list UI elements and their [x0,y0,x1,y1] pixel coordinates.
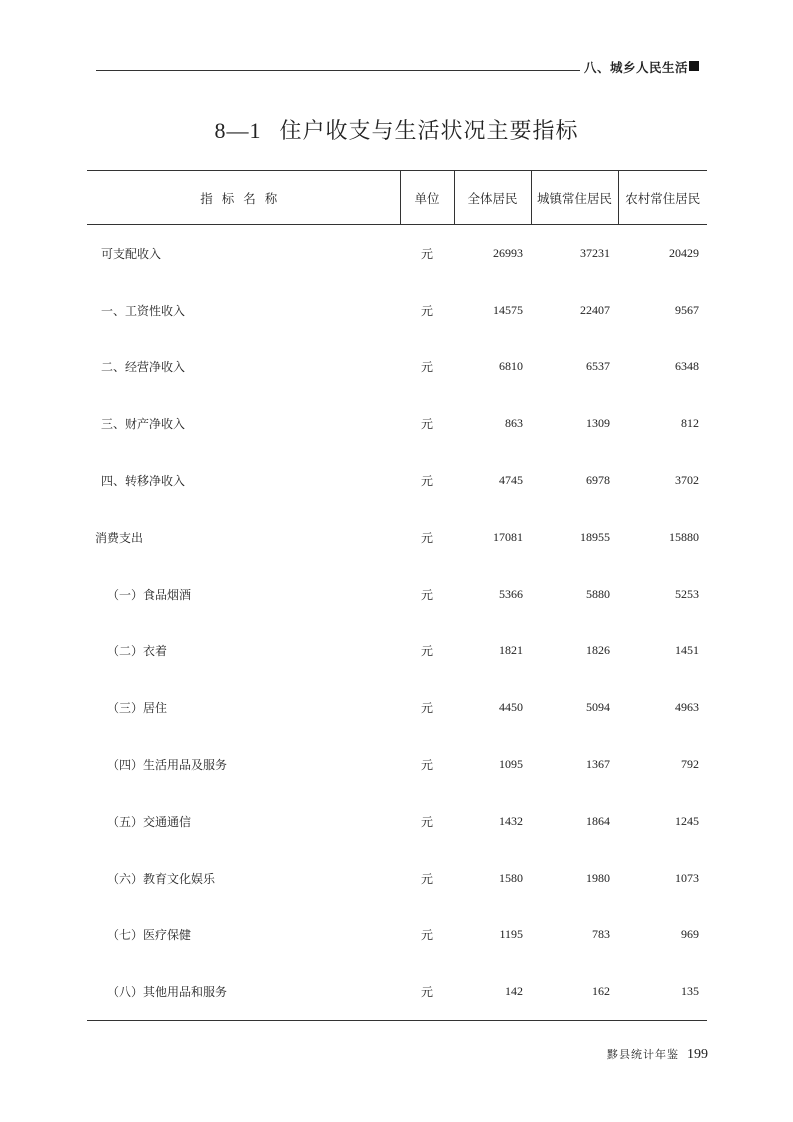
table-row [87,566,707,623]
header-indicator-name: 指标名称 [87,171,400,225]
all-residents-value: 26993 [493,245,523,260]
all-residents-value: 863 [505,416,523,431]
table-row [87,793,707,850]
unit-cell: 元 [420,758,433,773]
urban-residents-value: 6978 [586,473,610,488]
rural-residents-value: 1451 [675,643,699,658]
urban-residents-value: 783 [592,927,610,942]
rural-residents-value: 969 [681,927,699,942]
header-all-residents: 全体居民 [454,171,531,225]
table-row [87,850,707,907]
urban-residents-value: 1309 [586,416,610,431]
all-residents-value: 1580 [499,870,523,885]
urban-residents-value: 6537 [586,359,610,374]
table-row [87,452,707,509]
all-residents-value: 4745 [499,473,523,488]
rural-residents-value: 792 [681,757,699,772]
table-row [87,963,707,1020]
table-row [87,679,707,736]
indicator-name: 可支配收入 [101,246,162,261]
rural-residents-value: 135 [618,963,707,1020]
table-row [87,339,707,396]
table-row [87,907,707,964]
rural-residents-value: 6348 [675,359,699,374]
urban-residents-value: 1826 [586,643,610,658]
table-title-text: 住户收支与生活状况主要指标 [279,119,579,144]
urban-residents-value: 5094 [586,700,610,715]
indicator-name: 一、工资性收入 [101,303,186,318]
household-income-expenditure-table [87,170,707,1021]
indicator-name: （八）其他用品和服务 [87,963,400,1020]
chapter-heading: 八、城乡人民生活 [584,60,689,75]
all-residents-value: 142 [454,963,531,1020]
rural-residents-value: 1073 [675,870,699,885]
table-number: 8—1 [214,118,262,143]
all-residents-value: 6810 [499,359,523,374]
unit-cell: 元 [420,474,433,489]
unit-cell: 元 [400,963,454,1020]
table-row [87,623,707,680]
all-residents-value: 1432 [499,813,523,828]
urban-residents-value: 22407 [580,302,610,317]
table-title [0,114,793,145]
unit-cell: 元 [420,587,433,602]
table-row [87,225,707,282]
indicator-name: （三）居住 [107,701,168,716]
unit-cell: 元 [420,701,433,716]
all-residents-value: 4450 [499,700,523,715]
table-row [87,736,707,793]
unit-cell: 元 [420,360,433,375]
unit-cell: 元 [420,303,433,318]
urban-residents-value: 162 [531,963,618,1020]
rural-residents-value: 9567 [675,302,699,317]
page-footer [607,1046,708,1063]
indicator-name: 三、财产净收入 [101,417,186,432]
table-header-row [87,171,707,225]
unit-cell: 元 [420,644,433,659]
table-row [87,509,707,566]
page-number: 199 [687,1047,708,1062]
all-residents-value: 1195 [499,927,523,942]
urban-residents-value: 5880 [586,586,610,601]
unit-cell: 元 [420,814,433,829]
indicator-name: （六）教育文化娱乐 [107,871,216,886]
indicator-name: （四）生活用品及服务 [107,758,228,773]
unit-cell: 元 [420,530,433,545]
urban-residents-value: 1367 [586,757,610,772]
indicator-name: （七）医疗保健 [107,928,192,943]
all-residents-value: 1095 [499,757,523,772]
indicator-name: 四、转移净收入 [101,474,186,489]
header-urban-residents: 城镇常住居民 [531,171,618,225]
header-rule [96,70,580,71]
table-row [87,282,707,339]
all-residents-value: 1821 [499,643,523,658]
urban-residents-value: 1864 [586,813,610,828]
header-unit: 单位 [400,171,454,225]
rural-residents-value: 5253 [675,586,699,601]
rural-residents-value: 4963 [675,700,699,715]
all-residents-value: 14575 [493,302,523,317]
indicator-name: 消费支出 [95,530,144,545]
table-row [87,395,707,452]
indicator-name: 二、经营净收入 [101,360,186,375]
indicator-name: （二）衣着 [107,644,168,659]
unit-cell: 元 [420,928,433,943]
all-residents-value: 5366 [499,586,523,601]
header-rural-residents: 农村常住居民 [618,171,707,225]
rural-residents-value: 3702 [675,473,699,488]
unit-cell: 元 [420,417,433,432]
unit-cell: 元 [420,871,433,886]
rural-residents-value: 812 [681,416,699,431]
urban-residents-value: 18955 [580,529,610,544]
all-residents-value: 17081 [493,529,523,544]
rural-residents-value: 1245 [675,813,699,828]
rural-residents-value: 20429 [669,245,699,260]
urban-residents-value: 37231 [580,245,610,260]
unit-cell: 元 [420,246,433,261]
yearbook-name: 黟县统计年鉴 [607,1048,679,1061]
urban-residents-value: 1980 [586,870,610,885]
indicator-name: （五）交通通信 [107,814,192,829]
indicator-name: （一）食品烟酒 [107,587,192,602]
chapter-square-marker [689,61,699,71]
rural-residents-value: 15880 [669,529,699,544]
